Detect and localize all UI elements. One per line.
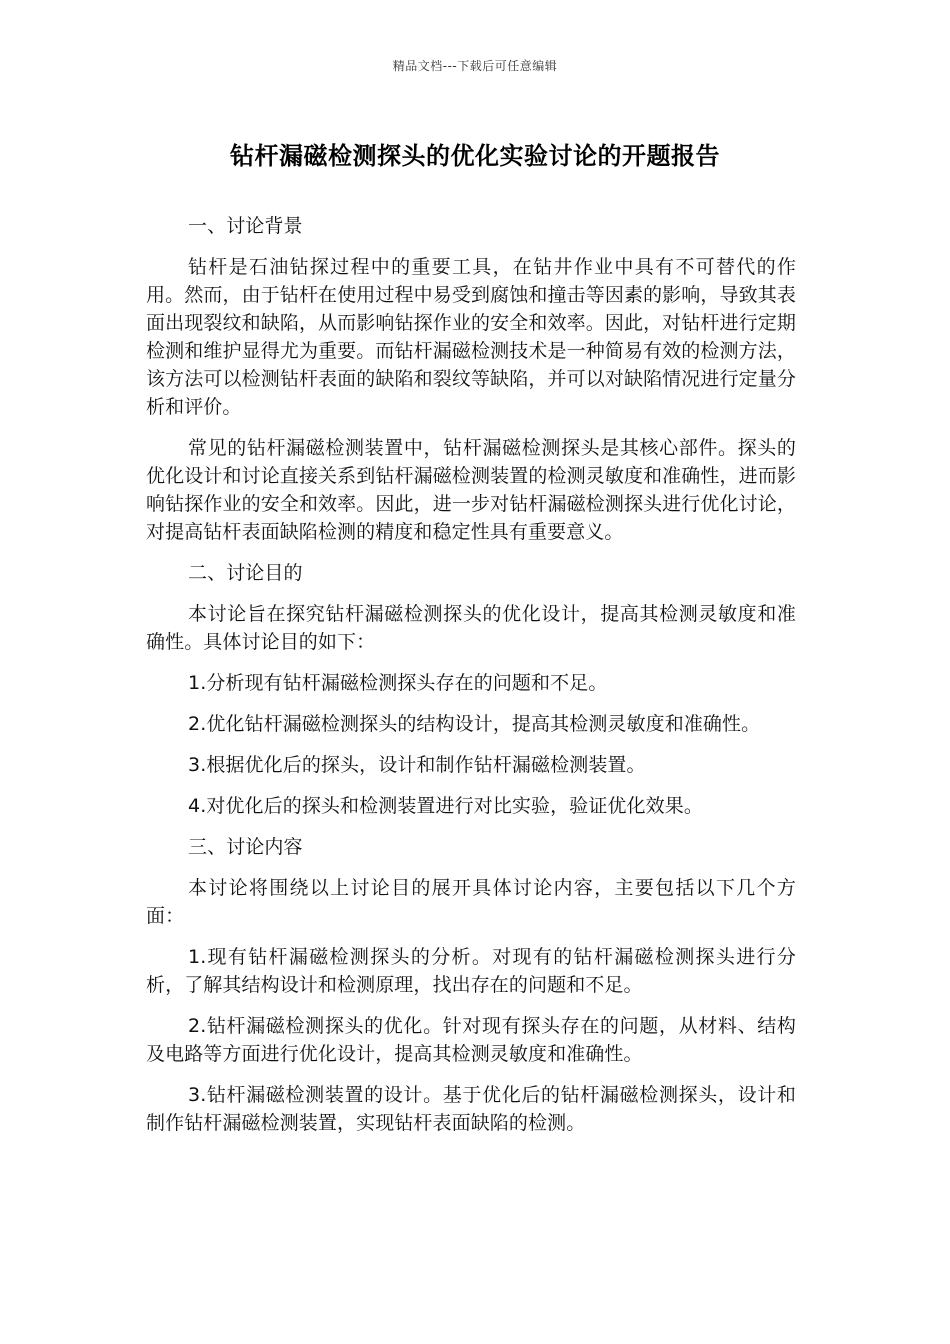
section-heading-content: 三、讨论内容	[188, 836, 303, 858]
paragraph-purpose-intro: 本讨论旨在探究钻杆漏磁检测探头的优化设计，提高其检测灵敏度和准确性。具体讨论目的如下：	[146, 603, 796, 653]
content-item-3: 3.钻杆漏磁检测装置的设计。基于优化后的钻杆漏磁检测探头，设计和制作钻杆漏磁检测装置，实现钻杆表面缺陷的检测。	[146, 1084, 796, 1134]
content-item-2: 2.钻杆漏磁检测探头的优化。针对现有探头存在的问题，从材料、结构及电路等方面进行优化设计，提高其检测灵敏度和准确性。	[146, 1015, 796, 1065]
document-title: 钻杆漏磁检测探头的优化实验讨论的开题报告	[230, 142, 720, 170]
paragraph-background-1: 钻杆是石油钻探过程中的重要工具，在钻井作业中具有不可替代的作用。然而，由于钻杆在使用过程中易受到腐蚀和撞击等因素的影响，导致其表面出现裂纹和缺陷，从而影响钻探作业的安全和效率。因此，对钻杆进行定期检测和维护显得尤为重要。而钻杆漏磁检测技术是一种简易有效的检测方法，该方法可以检测钻杆表面的缺陷和裂纹等缺陷，并可以对缺陷情况进行定量分析和评价。	[146, 256, 796, 418]
section-heading-purpose: 二、讨论目的	[188, 562, 303, 584]
header-note: 精品文档---下载后可任意编辑	[392, 59, 558, 73]
content-item-1: 1.现有钻杆漏磁检测探头的分析。对现有的钻杆漏磁检测探头进行分析，了解其结构设计和检测原理，找出存在的问题和不足。	[146, 946, 796, 996]
purpose-item-1: 1.分析现有钻杆漏磁检测探头存在的问题和不足。	[188, 672, 608, 694]
purpose-item-2: 2.优化钻杆漏磁检测探头的结构设计，提高其检测灵敏度和准确性。	[188, 713, 761, 735]
section-heading-background: 一、讨论背景	[188, 215, 303, 237]
document-body	[146, 212, 796, 1150]
paragraph-content-intro: 本讨论将围绕以上讨论目的展开具体讨论内容，主要包括以下几个方面：	[146, 877, 796, 927]
purpose-item-3: 3.根据优化后的探头，设计和制作钻杆漏磁检测装置。	[188, 754, 646, 776]
paragraph-background-2: 常见的钻杆漏磁检测装置中，钻杆漏磁检测探头是其核心部件。探头的优化设计和讨论直接关系到钻杆漏磁检测装置的检测灵敏度和准确性，进而影响钻探作业的安全和效率。因此，进一步对钻杆漏磁检测探头进行优化讨论，对提高钻杆表面缺陷检测的精度和稳定性具有重要意义。	[146, 437, 796, 543]
purpose-item-4: 4.对优化后的探头和检测装置进行对比实验，验证优化效果。	[188, 795, 703, 817]
